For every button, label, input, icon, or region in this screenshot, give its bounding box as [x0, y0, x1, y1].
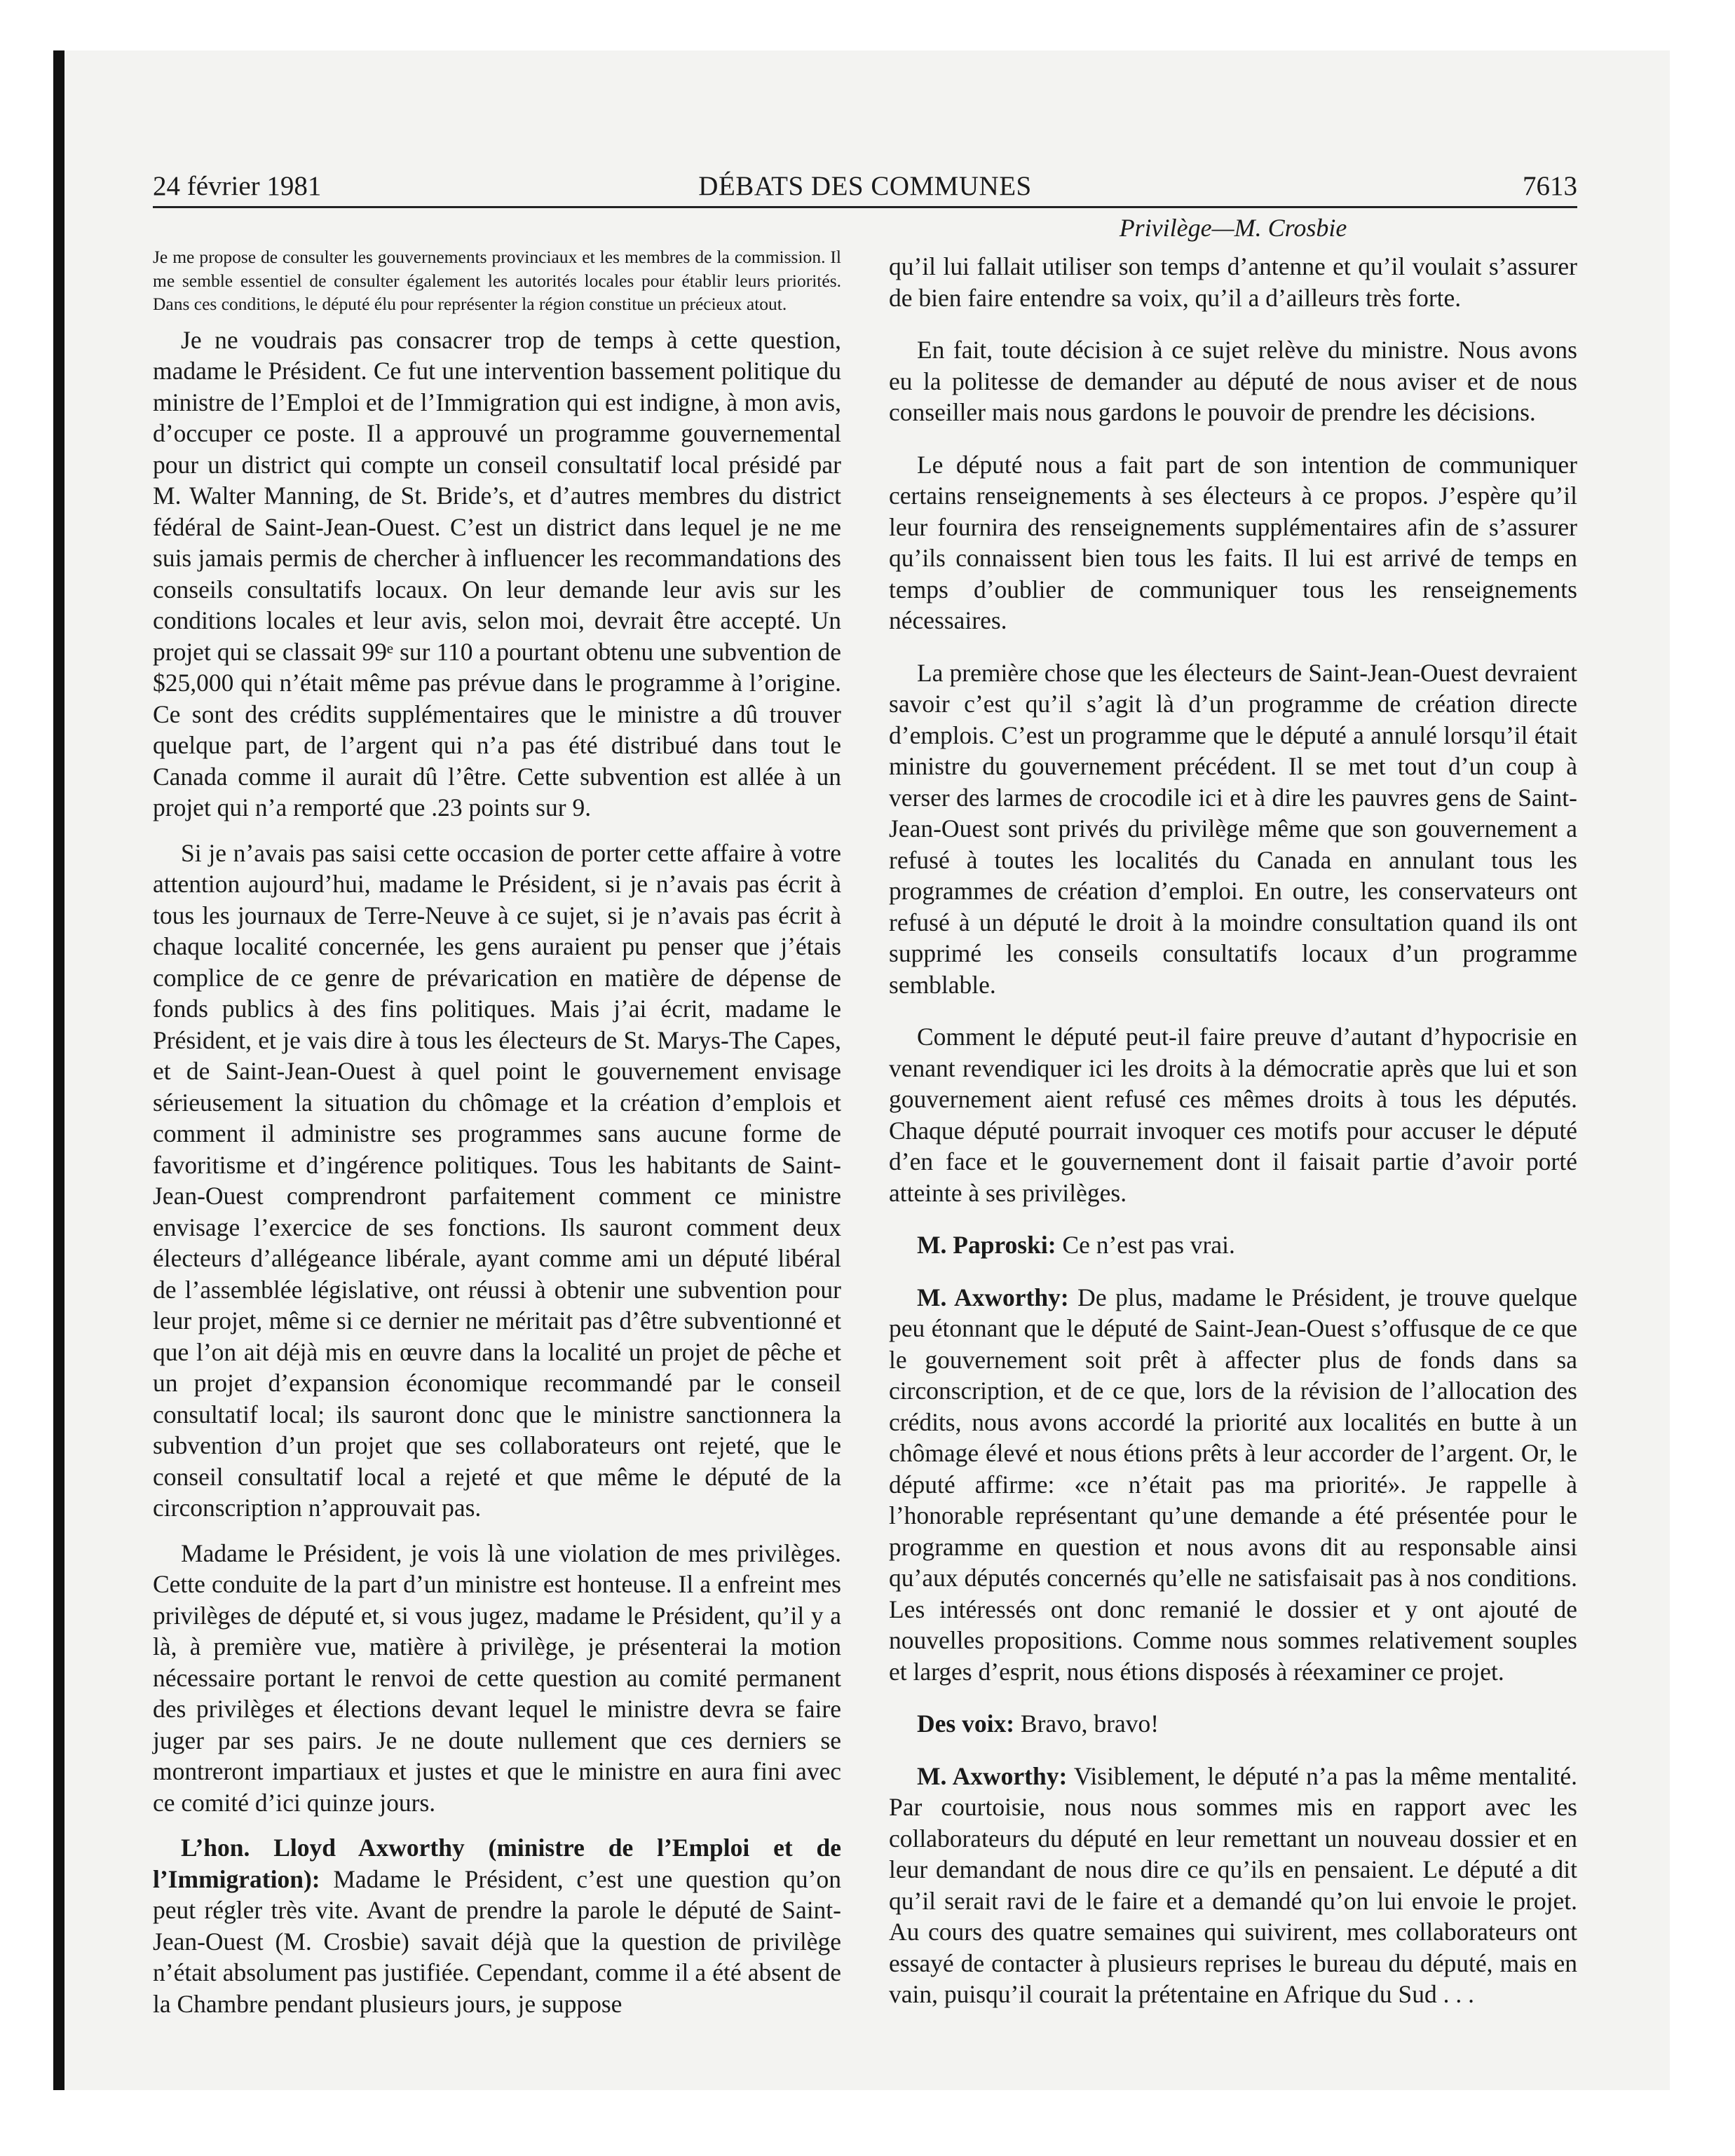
speech-text: Bravo, bravo! [1014, 1710, 1159, 1738]
speech-text: Ce n’est pas vrai. [1056, 1231, 1235, 1259]
speech-paragraph [889, 1761, 1577, 2010]
paragraph: Je ne voudrais pas consacrer trop de temps à cette question, madame le Président. Ce fut une intervention bassement politique du ministre de l’Emploi et de l’Immigration qui est indigne, à mon avis, d’occuper ce poste. Il a approuvé un programme gouvernemental pour un district qui compte un conseil consultatif local présidé par M. Walter Manning, de St. Bride’s, et d’autres membres du district fédéral de Saint-Jean-Ouest. C’est un district dans lequel je ne me suis jamais permis de chercher à influencer les recommandations des conseils consultatifs locaux. On leur demande leur avis sur les conditions locales et leur avis, selon moi, devrait être accepté. Un projet qui se classait 99ᵉ sur 110 a pourtant obtenu une subvention de $25,000 qui n’était même pas prévue dans le programme à l’origine. Ce sont des crédits supplémentaires que le ministre a dû trouver quelque part, de l’argent qui n’a pas été distribué dans tout le Canada comme il aurait dû l’être. Cette subvention est allée à un projet qui n’a remporté que .23 points sur 9. [153, 325, 841, 821]
page-header [153, 167, 1577, 206]
speech-paragraph [889, 1708, 1577, 1740]
scan-binding-edge [53, 50, 64, 2090]
speaker-name: Des voix: [917, 1710, 1015, 1738]
speaker-name: M. Paproski: [917, 1231, 1056, 1259]
speech-text: De plus, madame le Président, je trouve quelque peu étonnant que le député de Saint-Jean-Ouest s’offusque de ce que le gouvernement soit prêt à affecter plus de fonds dans sa circonscription, et de ce que, lors de la révision de l’allocation des crédits, nous avons accordé la priorité aux localités en butte à un chômage élevé et nous étions prêts à leur accorder de l’argent. Or, le député affirme: «ce n’était pas ma priorité». Je rappelle à l’honorable représentant qu’une demande a été présentée pour le programme en question et nous avons dit au responsable ainsi qu’aux députés concernés qu’elle ne satisfaisait pas à nos conditions. Les intéressés ont donc remanié le dossier et y ont ajouté de nouvelles propositions. Comme nous sommes relativement souples et larges d’esprit, nous étions disposés à réexaminer ce projet. [889, 1283, 1577, 1686]
header-rule [153, 206, 1577, 208]
paragraph: Madame le Président, je vois là une violation de mes privilèges. Cette conduite de la part d’un ministre est honteuse. Il a enfreint mes privilèges de député et, si vous jugez, madame le Président, qu’il y a là, à première vue, matière à privilège, je présenterai la motion nécessaire portant le renvoi de cette question au comité permanent des privilèges et élections devant lequel le ministre devra se faire juger par ses pairs. Je ne doute nullement que ces derniers se montreront impartiaux et justes et que le ministre en aura fini avec ce comité d’ici quinze jours. [153, 1538, 841, 1817]
speaker-name: L’hon. Lloyd Axworthy (ministre de l’Emploi et de l’Immigration): [153, 1834, 841, 1893]
paragraph: Comment le député peut-il faire preuve d’autant d’hypocrisie en venant revendiquer ici les droits à la démocratie après que lui et son gouvernement aient refusé ces mêmes droits à tous les députés. Chaque député pourrait invoquer ces motifs pour accuser le député d’en face et le gouvernement dont il faisait partie d’avoir porté atteinte à ses privilèges. [889, 1023, 1577, 1207]
right-column [889, 251, 1577, 2010]
left-column [153, 245, 841, 2019]
page-number: 7613 [1523, 171, 1577, 201]
speech-paragraph [889, 1229, 1577, 1261]
speech-paragraph [153, 1832, 841, 2019]
continued-paragraph: qu’il lui fallait utiliser son temps d’antenne et qu’il voulait s’assurer de bien faire entendre sa voix, qu’il a d’ailleurs très forte. [889, 252, 1577, 312]
paragraph: La première chose que les électeurs de Saint-Jean-Ouest devraient savoir c’est qu’il s’agit là d’un programme de création directe d’emplois. C’est un programme que le député a annulé lorsqu’il était ministre du gouvernement précédent. Il se met tout d’un coup à verser des larmes de crocodile ici et à dire les pauvres gens de Saint-Jean-Ouest sont privés du privilège même que son gouvernement a refusé à toutes les localités du Canada en annulant tous les programmes de création d’emploi. En outre, les conservateurs ont refusé à un député le droit à la moindre consultation quand ils ont supprimé les conseils consultatifs locaux d’un programme semblable. [889, 658, 1577, 999]
speech-paragraph [889, 1282, 1577, 1688]
paragraph: En fait, toute décision à ce sujet relève du ministre. Nous avons eu la politesse de demander au député de nous aviser et de nous conseiller mais nous gardons le pouvoir de prendre les décisions. [889, 336, 1577, 426]
quoted-passage: Je me propose de consulter les gouvernements provinciaux et les membres de la commission. Il me semble essentiel de consulter également les autorités locales pour établir leurs priorités. Dans ces conditions, le député élu pour représenter la région constitue un précieux atout. [153, 247, 841, 314]
paragraph: Si je n’avais pas saisi cette occasion de porter cette affaire à votre attention aujourd’hui, madame le Président, si je n’avais pas écrit à tous les journaux de Terre-Neuve à ce sujet, si je n’avais pas écrit à chaque localité concernée, les gens auraient pu penser que j’étais complice de ce genre de prévarication en matière de dépense de fonds publics à des fins politiques. Mais j’ai écrit, madame le Président, et je vais dire à tous les électeurs de St. Marys-The Capes, et de Saint-Jean-Ouest à quel point le gouvernement envisage sérieusement la situation du chômage et la création d’emplois et comment il administre ses programmes sans aucune forme de favoritisme et d’ingérence politiques. Tous les habitants de Saint-Jean-Ouest comprendront parfaitement comment ce ministre envisage l’exercice de ses fonctions. Ils sauront comment deux électeurs d’allégeance libérale, ayant comme ami un député libéral de l’assemblée législative, ont réussi à obtenir une subvention pour leur projet, même si ce dernier ne méritait pas d’être subventionné et que l’on ait déjà mis en œuvre dans la localité un projet de pêche et un projet d’expansion économique recommandé par le conseil consultatif local; ils sauront donc que le ministre sanctionnera la subvention d’un projet que ses collaborateurs ont rejeté, que le conseil consultatif local a rejeté et que même le député de la circonscription n’approuvait pas. [153, 838, 841, 1522]
header-title: DÉBATS DES COMMUNES [698, 171, 1032, 201]
paragraph: Le député nous a fait part de son intention de communiquer certains renseignements à ses électeurs à ce propos. J’espère qu’il leur fournira des renseignements supplémentaires afin de s’assurer qu’ils connaissent bien tous les faits. Il lui est arrivé de temps en temps d’oublier de communiquer tous les renseignements nécessaires. [889, 450, 1577, 634]
speaker-name: M. Axworthy: [917, 1761, 1068, 1790]
header-date: 24 février 1981 [153, 171, 322, 201]
speech-text: Visiblement, le député n’a pas la même mentalité. Par courtoisie, nous nous sommes mis en rapport avec les collaborateurs du député en leur remettant un nouveau dossier et en leur demandant de nous dire ce qu’ils en pensaient. Le député a dit qu’il serait ravi de le faire et a demandé qu’on lui envoie le projet. Au cours des quatre semaines qui suivirent, mes collaborateurs ont essayé de contacter à plusieurs reprises le bureau du député, mais en vain, puisqu’il courait la prétentaine en Afrique du Sud . . . [889, 1761, 1577, 2008]
speaker-name: M. Axworthy: [917, 1283, 1069, 1311]
speech-text: Madame le Président, c’est une question qu’on peut régler très vite. Avant de prendre la parole le député de Saint-Jean-Ouest (M. Crosbie) savait déjà que la question de privilège n’était absolument pas justifiée. Cependant, comme il a été absent de la Chambre pendant plusieurs jours, je suppose [153, 1864, 841, 2018]
running-head: Privilège—M. Crosbie [1119, 214, 1347, 242]
